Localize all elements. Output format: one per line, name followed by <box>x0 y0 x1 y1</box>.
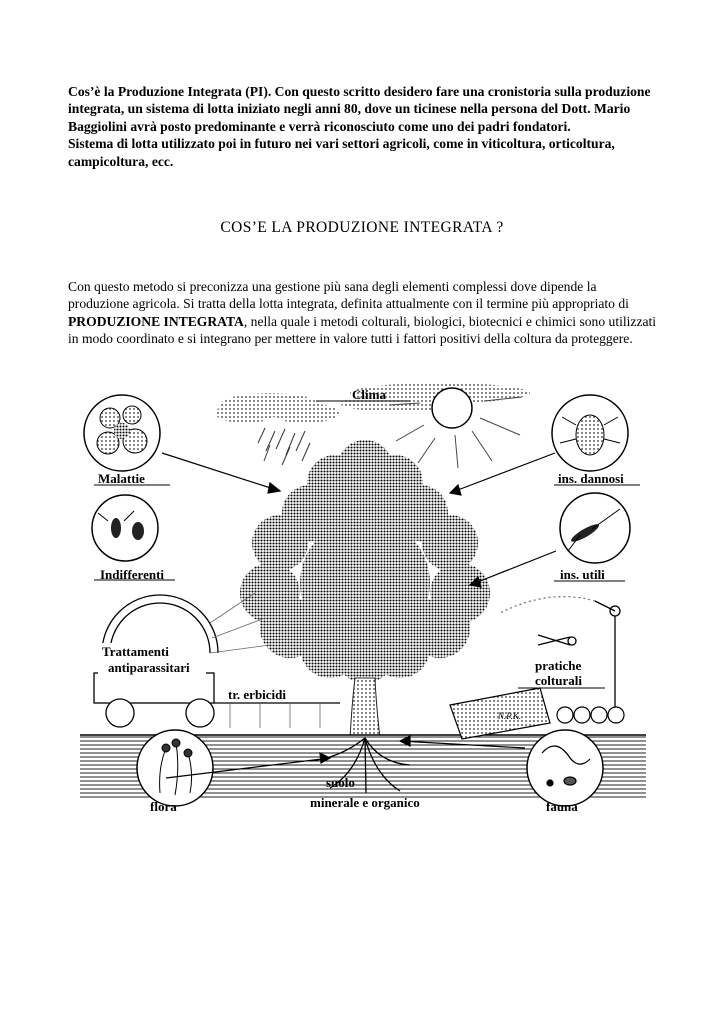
fertilizer-bag-icon <box>450 688 550 739</box>
ins-dannosi-icon <box>552 395 628 471</box>
intro-line-2: Sistema di lotta utilizzato poi in futuro nei vari settori agricoli, come in viticoltura, orticoltura, campicoltura, ecc. <box>68 136 615 169</box>
body-text-1: Con questo metodo si preconizza una gestione più sana degli elementi complessi dove dipende la produzione agricola. Si tratta della lotta integrata, definita attualmente con il termine più appropriato di <box>68 279 629 312</box>
flora-icon <box>137 730 213 806</box>
label-ins-dannosi: ins. dannosi <box>558 471 624 486</box>
label-flora: flora <box>150 799 177 814</box>
label-clima: Clima <box>352 387 386 402</box>
label-suolo: suolo <box>326 775 355 790</box>
malattie-icon <box>84 395 160 471</box>
intro-paragraph <box>68 83 658 170</box>
label-tr-erbicidi: tr. erbicidi <box>228 687 287 702</box>
integrated-production-diagram <box>80 383 646 815</box>
label-fauna: fauna <box>546 799 578 814</box>
label-pratiche: pratiche <box>535 658 582 673</box>
label-malattie: Malattie <box>98 471 145 486</box>
label-trattamenti: Trattamenti <box>102 644 169 659</box>
label-indifferenti: Indifferenti <box>100 567 165 582</box>
label-npk: N.P.K. <box>498 711 522 721</box>
section-heading: COS’E LA PRODUZIONE INTEGRATA ? <box>220 219 504 236</box>
intro-line-1: Cos’è la Produzione Integrata (PI). Con questo scritto desidero fare una cronistoria sulla produzione integrata, un sistema di lotta iniziato negli anni 80, dove un ticinese nella persona del Dott. Mario Baggiolini avrà posto predominante e verrà riconosciuto come uno dei padri fondatori. <box>68 84 651 134</box>
indifferenti-icon <box>92 495 158 561</box>
rain-icon <box>258 428 310 465</box>
cultivator-icon <box>557 707 624 723</box>
label-antiparassitari: antiparassitari <box>108 660 190 675</box>
body-paragraph <box>68 278 658 348</box>
body-text-2: , nella quale i metodi colturali, biologici, biotecnici e chimici sono utilizzati in modo coordinato e si integrano per mettere in valore tutti i fattori positivi della coltura da proteggere. <box>68 313 657 347</box>
pruning-shears-icon <box>538 635 576 645</box>
ins-utili-icon <box>560 493 630 563</box>
label-colturali: colturali <box>535 673 582 688</box>
fauna-icon <box>527 730 603 806</box>
body-bold-term: PRODUZIONE INTEGRATA <box>68 313 244 329</box>
label-minerale-organico: minerale e organico <box>310 795 420 810</box>
label-ins-utili: ins. utili <box>560 567 605 582</box>
